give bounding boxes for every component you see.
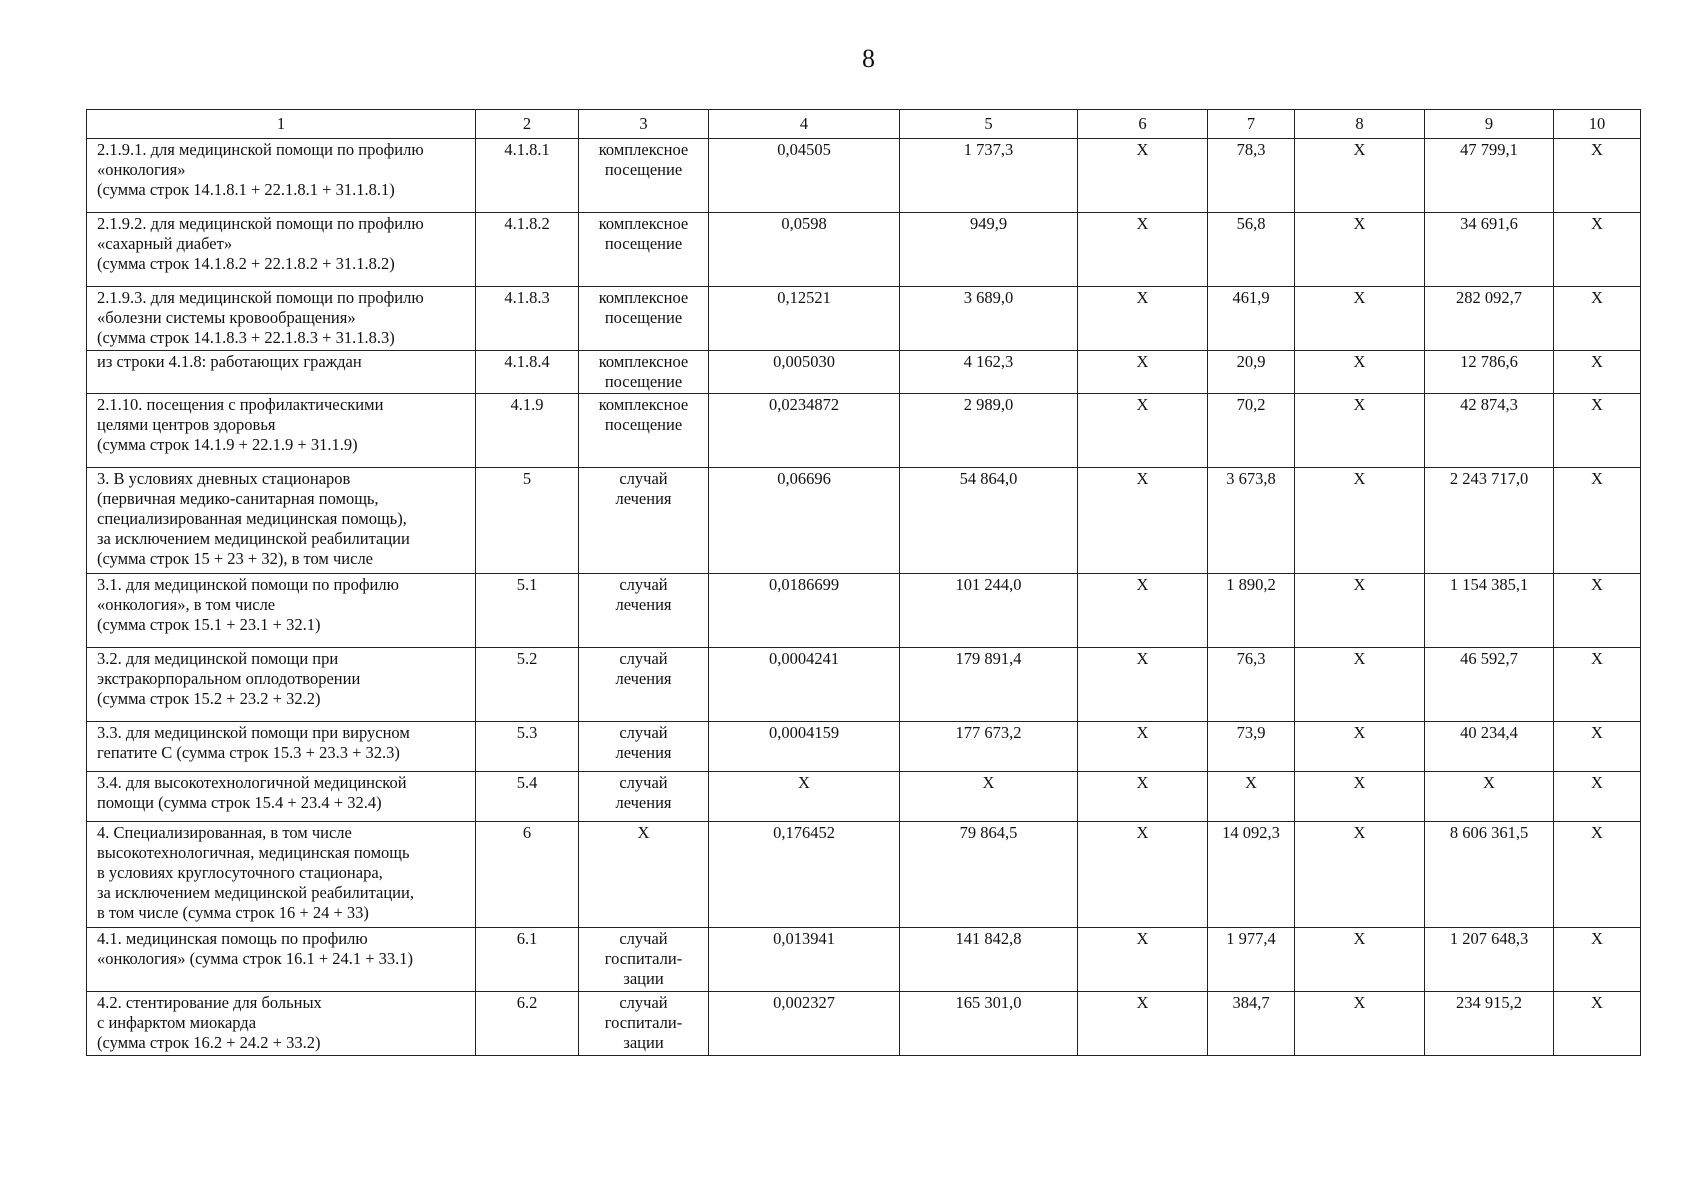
column-header: 1 (87, 110, 476, 139)
row-value-5: 4 162,3 (900, 351, 1078, 394)
row-value-9: 234 915,2 (1425, 992, 1554, 1056)
row-value-7: 1 977,4 (1208, 928, 1295, 992)
row-value-7: 73,9 (1208, 722, 1295, 772)
table-row (87, 394, 1641, 468)
row-unit: случай госпитали- зации (579, 992, 709, 1056)
row-code: 4.1.9 (476, 394, 579, 468)
row-description: 3.4. для высокотехнологичной медицинской помощи (сумма строк 15.4 + 23.4 + 32.4) (87, 772, 476, 822)
row-value-10: Х (1554, 351, 1641, 394)
table-row (87, 772, 1641, 822)
row-value-8: Х (1295, 822, 1425, 928)
row-value-5: 177 673,2 (900, 722, 1078, 772)
row-unit: комплексное посещение (579, 287, 709, 351)
table-row (87, 648, 1641, 722)
row-description: 3.1. для медицинской помощи по профилю «онкология», в том числе (сумма строк 15.1 + 23.1 + 32.1) (87, 574, 476, 648)
row-unit: случай лечения (579, 574, 709, 648)
row-code: 5.2 (476, 648, 579, 722)
row-value-6: Х (1078, 394, 1208, 468)
row-unit: случай лечения (579, 772, 709, 822)
row-value-5: 165 301,0 (900, 992, 1078, 1056)
data-table (86, 109, 1641, 1056)
row-value-4: 0,005030 (709, 351, 900, 394)
row-value-4: 0,013941 (709, 928, 900, 992)
row-value-7: Х (1208, 772, 1295, 822)
table-row (87, 722, 1641, 772)
row-value-6: Х (1078, 139, 1208, 213)
row-unit: комплексное посещение (579, 394, 709, 468)
row-value-9: 42 874,3 (1425, 394, 1554, 468)
row-value-9: 2 243 717,0 (1425, 468, 1554, 574)
row-description: 3.2. для медицинской помощи при экстракорпоральном оплодотворении (сумма строк 15.2 + 23.2 + 32.2) (87, 648, 476, 722)
row-description: 2.1.9.2. для медицинской помощи по профилю «сахарный диабет» (сумма строк 14.1.8.2 + 22.1.8.2 + 31.1.8.2) (87, 213, 476, 287)
row-value-9: 12 786,6 (1425, 351, 1554, 394)
row-description: 2.1.9.3. для медицинской помощи по профилю «болезни системы кровообращения» (сумма строк 14.1.8.3 + 22.1.8.3 + 31.1.8.3) (87, 287, 476, 351)
column-header: 6 (1078, 110, 1208, 139)
row-code: 5.4 (476, 772, 579, 822)
row-description: 3.3. для медицинской помощи при вирусном гепатите С (сумма строк 15.3 + 23.3 + 32.3) (87, 722, 476, 772)
row-value-9: 282 092,7 (1425, 287, 1554, 351)
row-value-5: 141 842,8 (900, 928, 1078, 992)
row-value-6: Х (1078, 287, 1208, 351)
row-value-10: Х (1554, 574, 1641, 648)
header-row (87, 110, 1641, 139)
row-value-4: 0,0234872 (709, 394, 900, 468)
row-value-4: 0,04505 (709, 139, 900, 213)
row-code: 4.1.8.2 (476, 213, 579, 287)
table-row (87, 351, 1641, 394)
row-value-10: Х (1554, 648, 1641, 722)
row-value-7: 1 890,2 (1208, 574, 1295, 648)
row-code: 4.1.8.1 (476, 139, 579, 213)
row-value-4: 0,12521 (709, 287, 900, 351)
row-value-5: 101 244,0 (900, 574, 1078, 648)
row-value-10: Х (1554, 394, 1641, 468)
row-value-5: 2 989,0 (900, 394, 1078, 468)
column-header: 2 (476, 110, 579, 139)
row-description: 2.1.10. посещения с профилактическими целями центров здоровья (сумма строк 14.1.9 + 22.1.9 + 31.1.9) (87, 394, 476, 468)
row-value-6: Х (1078, 213, 1208, 287)
row-value-4: 0,0004241 (709, 648, 900, 722)
row-value-10: Х (1554, 468, 1641, 574)
row-value-9: Х (1425, 772, 1554, 822)
row-value-10: Х (1554, 139, 1641, 213)
row-value-9: 1 207 648,3 (1425, 928, 1554, 992)
row-unit: Х (579, 822, 709, 928)
row-unit: комплексное посещение (579, 351, 709, 394)
row-description: 4.2. стентирование для больных с инфарктом миокарда (сумма строк 16.2 + 24.2 + 33.2) (87, 992, 476, 1056)
row-unit: случай лечения (579, 722, 709, 772)
row-code: 5.3 (476, 722, 579, 772)
row-value-8: Х (1295, 928, 1425, 992)
row-value-8: Х (1295, 648, 1425, 722)
row-value-5: 79 864,5 (900, 822, 1078, 928)
column-header: 5 (900, 110, 1078, 139)
row-value-5: 3 689,0 (900, 287, 1078, 351)
table-row (87, 822, 1641, 928)
row-value-10: Х (1554, 928, 1641, 992)
row-value-4: 0,0186699 (709, 574, 900, 648)
table-row (87, 928, 1641, 992)
row-value-5: 1 737,3 (900, 139, 1078, 213)
row-code: 6.1 (476, 928, 579, 992)
row-code: 4.1.8.3 (476, 287, 579, 351)
column-header: 9 (1425, 110, 1554, 139)
column-header: 8 (1295, 110, 1425, 139)
row-value-5: Х (900, 772, 1078, 822)
table-row (87, 287, 1641, 351)
table-row (87, 139, 1641, 213)
table-row (87, 468, 1641, 574)
row-value-5: 179 891,4 (900, 648, 1078, 722)
row-value-9: 34 691,6 (1425, 213, 1554, 287)
table-row (87, 213, 1641, 287)
column-header: 10 (1554, 110, 1641, 139)
row-unit: случай госпитали- зации (579, 928, 709, 992)
row-value-7: 76,3 (1208, 648, 1295, 722)
row-code: 4.1.8.4 (476, 351, 579, 394)
row-value-6: Х (1078, 928, 1208, 992)
row-value-6: Х (1078, 351, 1208, 394)
row-value-4: Х (709, 772, 900, 822)
table-row (87, 574, 1641, 648)
row-value-4: 0,002327 (709, 992, 900, 1056)
row-value-7: 78,3 (1208, 139, 1295, 213)
row-value-8: Х (1295, 139, 1425, 213)
row-value-5: 949,9 (900, 213, 1078, 287)
row-value-7: 14 092,3 (1208, 822, 1295, 928)
row-value-6: Х (1078, 468, 1208, 574)
row-code: 6 (476, 822, 579, 928)
row-value-9: 1 154 385,1 (1425, 574, 1554, 648)
row-value-10: Х (1554, 992, 1641, 1056)
row-description: 4.1. медицинская помощь по профилю «онкология» (сумма строк 16.1 + 24.1 + 33.1) (87, 928, 476, 992)
row-value-8: Х (1295, 992, 1425, 1056)
row-unit: случай лечения (579, 468, 709, 574)
row-value-10: Х (1554, 287, 1641, 351)
row-code: 6.2 (476, 992, 579, 1056)
row-value-7: 3 673,8 (1208, 468, 1295, 574)
column-header: 4 (709, 110, 900, 139)
row-value-8: Х (1295, 351, 1425, 394)
column-header: 7 (1208, 110, 1295, 139)
row-description: 3. В условиях дневных стационаров (первичная медико-санитарная помощь, специализированная медицинская помощь), за исключением медицинской реабилитации (сумма строк 15 + 23 + 32), в том числе (87, 468, 476, 574)
row-value-8: Х (1295, 394, 1425, 468)
row-code: 5.1 (476, 574, 579, 648)
row-value-8: Х (1295, 772, 1425, 822)
row-description: из строки 4.1.8: работающих граждан (87, 351, 476, 394)
row-value-7: 56,8 (1208, 213, 1295, 287)
row-value-7: 461,9 (1208, 287, 1295, 351)
row-value-4: 0,06696 (709, 468, 900, 574)
row-value-8: Х (1295, 722, 1425, 772)
row-value-6: Х (1078, 722, 1208, 772)
row-value-10: Х (1554, 822, 1641, 928)
row-value-8: Х (1295, 213, 1425, 287)
row-value-9: 47 799,1 (1425, 139, 1554, 213)
row-value-8: Х (1295, 468, 1425, 574)
row-value-9: 8 606 361,5 (1425, 822, 1554, 928)
row-value-10: Х (1554, 722, 1641, 772)
row-unit: комплексное посещение (579, 213, 709, 287)
row-value-10: Х (1554, 213, 1641, 287)
row-code: 5 (476, 468, 579, 574)
row-value-10: Х (1554, 772, 1641, 822)
row-value-4: 0,0004159 (709, 722, 900, 772)
table-row (87, 992, 1641, 1056)
row-value-6: Х (1078, 772, 1208, 822)
row-value-9: 40 234,4 (1425, 722, 1554, 772)
row-value-9: 46 592,7 (1425, 648, 1554, 722)
column-header: 3 (579, 110, 709, 139)
row-value-7: 20,9 (1208, 351, 1295, 394)
row-value-8: Х (1295, 574, 1425, 648)
row-unit: случай лечения (579, 648, 709, 722)
row-unit: комплексное посещение (579, 139, 709, 213)
row-value-7: 70,2 (1208, 394, 1295, 468)
row-value-7: 384,7 (1208, 992, 1295, 1056)
row-value-6: Х (1078, 822, 1208, 928)
row-description: 2.1.9.1. для медицинской помощи по профилю «онкология» (сумма строк 14.1.8.1 + 22.1.8.1 + 31.1.8.1) (87, 139, 476, 213)
row-value-6: Х (1078, 992, 1208, 1056)
row-value-5: 54 864,0 (900, 468, 1078, 574)
row-value-6: Х (1078, 648, 1208, 722)
row-value-8: Х (1295, 287, 1425, 351)
row-value-4: 0,0598 (709, 213, 900, 287)
page-number: 8 (862, 44, 875, 73)
row-value-6: Х (1078, 574, 1208, 648)
row-value-4: 0,176452 (709, 822, 900, 928)
row-description: 4. Специализированная, в том числе высокотехнологичная, медицинская помощь в условиях круглосуточного стационара, за исключением медицинской реабилитации, в том числе (сумма строк 16 + 24 + 33) (87, 822, 476, 928)
